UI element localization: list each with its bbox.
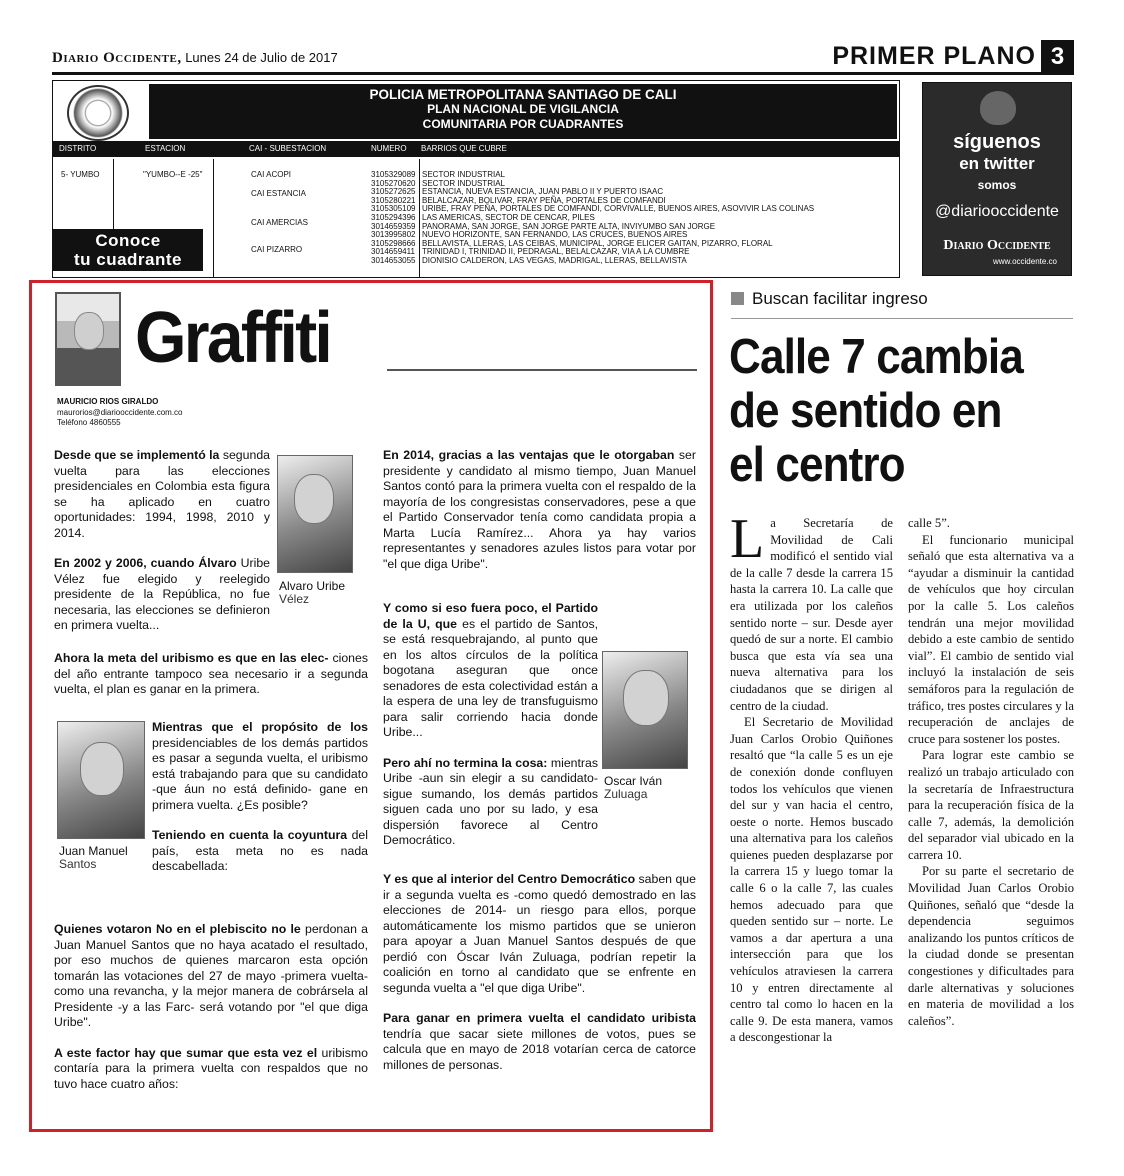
- graffiti-item: [54, 556, 270, 634]
- item-lead: Ahora la meta del uribismo es que en las elec-: [54, 651, 329, 665]
- article-paragraph: El funcionario municipal señaló que esta alternativa va a “ayudar a disminuir la cantidad de vehículos que hoy circulan por la calle 5. Los caleños tendrán una mejor movilidad debido a este cambio de sentido vial”. El cambio de sentido vial incluyó la instalación de seis semáforos para la regulación de tráfico, tres postes circulares y la recuperación de anclajes de cruce para sostener los postes.: [908, 532, 1074, 746]
- table-divider: [113, 159, 114, 229]
- item-text: ser presidente y candidato al mismo tiempo, Juan Manuel Santos contó para la primera vuelta con el respaldo de la mayoría de los congresistas conservadores, pese a que el Partido Conservador tenía como candidata propia a Marta Lucía Ramírez... Ahora ya hay varios representantes y senadores azules listos para votar por "el que diga Uribe".: [383, 448, 696, 571]
- uribe-photo: [277, 455, 353, 573]
- uribe-face: [294, 474, 334, 524]
- graffiti-col1-beside-santos: [152, 720, 368, 890]
- barrios: LAS AMERICAS, SECTOR DE CENCAR, PILES: [422, 212, 595, 222]
- police-title: POLICIA METROPOLITANA SANTIAGO DE CALI: [369, 87, 677, 102]
- table-divider: [419, 159, 420, 277]
- bird-icon: [980, 91, 1016, 125]
- article-paragraph: Para lograr este cambio se realizó un trabajo articulado con la secretaría de Infraestructura para la recuperación física de la calle 7, además, la demolición del separador vial ubicado en la carrera 10.: [908, 748, 1074, 862]
- item-text: mientras Uribe -aun sin elegir a su candidato- sigue sumando, los demás partidos siguen cada uno por su lado, y esa dispersión favorece al Centro Democrático.: [383, 755, 598, 847]
- barrios: SECTOR INDUSTRIAL: [422, 178, 505, 188]
- caption-line: Zuluaga: [604, 787, 648, 801]
- uribe-caption: [279, 580, 345, 606]
- conoce-line-1: Conoce: [95, 231, 161, 250]
- item-text: presidenciables de los demás partidos es pasar a segunda vuelta, el uribismo está trabajando para que su candidato -que áun no está definido- gane en primera vuelta. ¿Es posible?: [152, 735, 368, 812]
- drop-cap: L: [730, 508, 765, 570]
- police-subtitle-2: COMUNITARIA POR CUADRANTES: [422, 117, 624, 131]
- item-text: uribismo contaría para la primera vuelta con respaldos que no tuvo hace cuatro años:: [54, 1045, 368, 1091]
- issue-date: Lunes 24 de Julio de 2017: [185, 50, 338, 65]
- zuluaga-caption: [604, 775, 662, 801]
- numero: 3105305109: [371, 204, 416, 214]
- author-email: maurorios@diariooccidente.com.co: [57, 407, 183, 417]
- estacion-value: "YUMBO--E -25": [143, 170, 203, 179]
- author-name: MAURICIO RIOS GIRALDO: [57, 397, 159, 406]
- graffiti-item: [54, 448, 270, 541]
- col-numero: NUMERO: [371, 144, 407, 153]
- numero: 3013995802: [371, 230, 416, 240]
- item-lead: Teniendo en cuenta la coyuntura: [152, 828, 348, 842]
- police-subtitle-1: PLAN NACIONAL DE VIGILANCIA: [427, 102, 619, 116]
- item-text: perdonan a Juan Manuel Santos que no haya acatado el resultado, por eso muchos de quienes marcaron esta opción tomarán las votaciones del 27 de mayo -primera vuelta- como una revancha, y la mejor manera de cobrársela al Presidente -y a las Farc- será votando por "el que diga Uribe".: [54, 922, 369, 1029]
- numero: 3105298666: [371, 238, 416, 248]
- cai-name: CAI ESTANCIA: [251, 189, 306, 198]
- numero: 3014659411: [371, 247, 415, 257]
- numero: 3105270620: [371, 178, 416, 188]
- item-text: Uribe Vélez fue elegido y reelegido presidente de la República, no fue necesaria, las elecciones se definieron en primera vuelta...: [54, 556, 271, 632]
- twitter-promo: [922, 82, 1072, 276]
- police-seal-icon: [67, 85, 129, 141]
- twitter-line-3: somos: [977, 178, 1017, 192]
- distrito-value: 5- YUMBO: [61, 170, 100, 179]
- item-lead: En 2014, gracias a las ventajas que le otorgaban: [383, 448, 675, 462]
- graffiti-col1-bottom: [54, 922, 368, 1107]
- cai-name: CAI AMERCIAS: [251, 218, 308, 227]
- cai-name: CAI PIZARRO: [251, 245, 303, 254]
- graffiti-item: [54, 922, 368, 1031]
- item-lead: Para ganar en primera vuelta el candidato uribista: [383, 1011, 696, 1025]
- header-rule: [52, 72, 1074, 75]
- santos-caption: [59, 845, 128, 871]
- twitter-line-1: síguenos: [953, 131, 1041, 153]
- graffiti-item: [54, 651, 368, 698]
- section-title: PRIMER PLANO: [832, 42, 1036, 70]
- item-lead: Desde que se implementó la: [54, 448, 220, 462]
- barrios: ESTANCIA, NUEVA ESTANCIA, JUAN PABLO II Y PUERTO ISAAC: [422, 187, 664, 197]
- graffiti-column: [29, 280, 713, 1132]
- author-phone: Teléfono 4860555: [57, 418, 121, 427]
- masthead: [52, 50, 338, 67]
- item-text: segunda vuelta para las elecciones presidenciales en Colombia esta figura se ha aplicado en cuatro oportunidades: 1994, 1998, 2010 y 2014.: [54, 448, 270, 540]
- zuluaga-face: [623, 670, 669, 726]
- graffiti-item: [383, 448, 696, 572]
- numero: 3105280221: [371, 195, 416, 205]
- item-lead: A este factor hay que sumar que esta vez el: [54, 1045, 318, 1060]
- numero-list: [371, 171, 416, 266]
- santos-face: [80, 742, 124, 796]
- article-col-1: [730, 508, 893, 1046]
- barrios: BELALCAZAR, BOLIVAR, FRAY PEÑA, PORTALES DE COMFANDI: [422, 195, 666, 205]
- article-paragraph: Por su parte el secretario de Movilidad Juan Carlos Orobio Quiñones, señaló que “desde la dependencia seguimos analizando los puntos críticos de la ciudad donde se presentan congestiones y dificultades para darle alternativas y soluciones en materia de movilidad a los caleños”.: [908, 864, 1074, 1028]
- barrios: BELLAVISTA, LLERAS, LAS CEIBAS, MUNICIPAL, JORGE ELICER GAITAN, PIZARRO, FLORAL: [422, 238, 773, 248]
- graffiti-col1-top: [54, 448, 270, 649]
- barrios: TRINIDAD I, TRINIDAD II, PEDRAGAL, BELALCAZAR, VIA A LA CUMBRE: [422, 247, 690, 257]
- graffiti-item: [54, 1046, 368, 1093]
- kicker-text: Buscan facilitar ingreso: [752, 289, 928, 308]
- cai-name: CAI ACOPI: [251, 170, 292, 179]
- item-lead: Y como si eso fuera poco, el Partido de la U, que: [383, 601, 598, 631]
- numero: 3105294396: [371, 212, 416, 222]
- article-headline: Calle 7 cambia de sentido en el centro: [729, 330, 1023, 492]
- caption-line: Santos: [59, 857, 97, 871]
- item-text: tendría que sacar siete millones de votos, pues se calcula que en mayo de 2018 votarían cerca de catorce millones de personas.: [383, 1026, 696, 1072]
- numero: 3014659359: [371, 221, 416, 231]
- graffiti-item: [383, 601, 598, 741]
- item-lead: Quienes votaron No en el plebiscito no le: [54, 922, 301, 936]
- numero: 3105272625: [371, 187, 416, 197]
- col-cai: CAI - SUBESTACION: [249, 144, 327, 153]
- caption-line: Vélez: [279, 592, 310, 606]
- col-barrios: BARRIOS QUE CUBRE: [421, 144, 507, 153]
- item-lead: Y es que al interior del Centro Democrático: [383, 872, 636, 886]
- article-kicker: [731, 289, 928, 309]
- police-ad: [52, 80, 900, 278]
- article-paragraph: calle 5”.: [908, 516, 950, 530]
- graffiti-title: Graffiti: [135, 298, 331, 378]
- page-number: 3: [1041, 40, 1074, 74]
- barrios: NUEVO HORIZONTE, SAN FERNANDO, LAS CRUCES, BUENOS AIRES: [422, 230, 688, 240]
- graffiti-item: [383, 872, 696, 996]
- caption-line: Alvaro Uribe: [279, 579, 346, 593]
- conoce-cuadrante-badge: [53, 229, 203, 271]
- brand-name: Diario Occidente,: [52, 50, 182, 66]
- santos-photo: [57, 721, 145, 839]
- graffiti-item: [152, 828, 368, 875]
- caption-line: Juan Manuel: [59, 844, 128, 858]
- author-photo: [55, 292, 121, 386]
- caption-line: Oscar Iván: [604, 774, 663, 788]
- numero: 3105329089: [371, 170, 416, 179]
- item-lead: Mientras que el propósito de los: [152, 720, 368, 734]
- zuluaga-photo: [602, 651, 688, 769]
- graffiti-col1-mid: [54, 651, 368, 713]
- police-table-header: [53, 141, 899, 157]
- kicker-square-icon: [731, 292, 744, 305]
- twitter-url: www.occidente.co: [992, 257, 1057, 266]
- kicker-rule: [731, 318, 1073, 319]
- item-lead: En 2002 y 2006, cuando Álvaro: [54, 556, 237, 570]
- twitter-handle: @diariooccidente: [935, 203, 1059, 220]
- barrios: SECTOR INDUSTRIAL: [422, 170, 505, 179]
- barrios: DIONISIO CALDERON, LAS VEGAS, MADRIGAL, LLERAS, BELLAVISTA: [422, 255, 687, 265]
- barrios-list: [422, 171, 814, 266]
- graffiti-col2-beside-zuluaga: [383, 601, 598, 864]
- twitter-brand-logo: Diario Occidente: [943, 238, 1051, 253]
- barrios: PANORAMA, SAN JORGE, SAN JORGE PARTE ALTA, INVIYUMBO SAN JORGE: [422, 221, 716, 231]
- paragraph-text: a Secretaría de Movilidad de Cali modificó el sentido vial de la calle 7 desde la carrera 15 hasta la carrera 10. La calle que era utilizada por los caleños sentido norte – sur. Desde ayer quedó de sur a norte. El cambio busca que esta vía sea una nueva alternativa para los ciudadanos que se dirigen al centro de la ciudad.: [730, 516, 893, 713]
- article-paragraph: El Secretario de Movilidad Juan Carlos Orobio Quiñones resaltó que “la calle 5 es un eje de conexión donde confluyen todos los vehículos que vienen del sur y van hacia el centro, oeste o norte. Hemos buscado una alternativa para los caleños quienes pueden desplazarse por la carrera 15 y luego tomar la calle 6 o la calle 7, las cuales hemos adecuado para que queden sentido sur – norte. Le vamos a dar apertura a una intersección para que los vehículos atraviesen la carrera 10 y entren directamente al centro tal como lo hacen en la calle 9. De esta manera, vamos a descongestionar la: [730, 715, 893, 1045]
- graffiti-col2-bottom: [383, 872, 696, 1088]
- graffiti-col2-top: [383, 448, 696, 587]
- item-text: ciones del año entrante tampoco sea necesario ir a segunda vuelta, el plan es ganar en la primera.: [54, 651, 368, 696]
- numero: 3014653055: [371, 255, 416, 265]
- author-face: [74, 312, 104, 350]
- col-estacion: ESTACION: [145, 144, 186, 153]
- police-title-bar: [149, 84, 897, 139]
- graffiti-item: [383, 1011, 696, 1073]
- twitter-line-2: en twitter: [959, 154, 1035, 173]
- graffiti-item: [152, 720, 368, 813]
- author-block: [57, 397, 183, 429]
- item-text: del país, esta meta no es nada descabellada:: [152, 828, 368, 873]
- item-text: es el partido de Santos, se está resquebrajando, al punto que en los altos círculos de la política bogotana aseguran que once senadores de esta colectividad están a la espera de una ley de transfuguismo para salir corriendo hacia donde Uribe...: [383, 616, 599, 739]
- article-col-2: [908, 515, 1074, 1029]
- col-distrito: DISTRITO: [59, 144, 97, 153]
- title-rule: [387, 369, 697, 371]
- article-paragraph: [730, 508, 893, 714]
- item-lead: Pero ahí no termina la cosa:: [383, 755, 548, 770]
- conoce-line-2: tu cuadrante: [73, 250, 183, 269]
- graffiti-item: [383, 756, 598, 849]
- barrios: URIBE, FRAY PEÑA, PORTALES DE COMFANDI, CORVIVALLE, BUENOS AIRES, ASOVIVIR LAS COLINAS: [422, 204, 815, 214]
- item-text: saben que ir a segunda vuelta es -como quedó demostrado en las elecciones de 2014- un riesgo para ellos, porque automáticamente los mismo partidos que se unieron para apoyar a Juan Manuel Santos después de que perdió con Óscar Iván Zuluaga, podrían repetir la coalición en torno al candidato que se enfrente en segunda vuelta a "el que diga Uribe".: [383, 872, 696, 995]
- table-divider: [213, 159, 214, 277]
